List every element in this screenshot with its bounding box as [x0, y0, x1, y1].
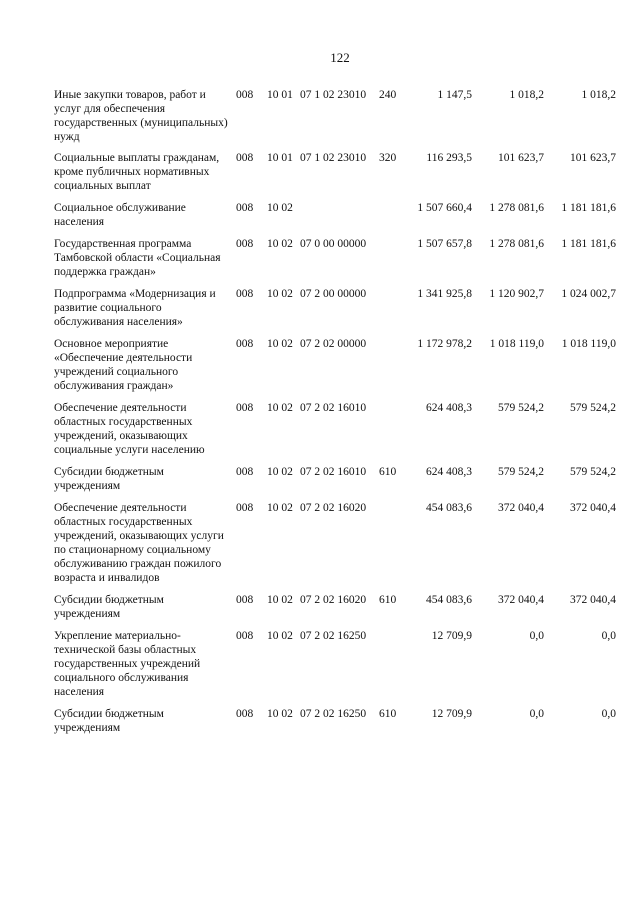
amount-year-3: 1 018 119,0 [561, 338, 616, 350]
row-name: Социальное обслуживание населения [54, 202, 186, 228]
target-article: 07 2 02 16020 [300, 502, 367, 514]
ministry-code: 008 [236, 402, 254, 414]
section-code: 10 02 [267, 708, 293, 720]
ministry-code: 008 [236, 288, 254, 300]
amount-year-1: 1 341 925,8 [417, 288, 472, 300]
section-code: 10 02 [267, 238, 293, 250]
section-code: 10 02 [267, 202, 293, 214]
expense-type: 320 [379, 152, 397, 164]
ministry-code: 008 [236, 238, 254, 250]
amount-year-1: 116 293,5 [426, 152, 472, 164]
amount-year-3: 101 623,7 [570, 152, 616, 164]
expense-type: 610 [379, 466, 397, 478]
amount-year-3: 1 018,2 [581, 89, 616, 101]
ministry-code: 008 [236, 630, 254, 642]
table-row [54, 593, 620, 621]
amount-year-3: 0,0 [601, 708, 616, 720]
ministry-code: 008 [236, 202, 254, 214]
amount-year-1: 1 507 660,4 [417, 202, 472, 214]
section-code: 10 02 [267, 288, 293, 300]
expense-type: 240 [379, 89, 397, 101]
table-row [54, 629, 620, 699]
ministry-code: 008 [236, 338, 254, 350]
amount-year-3: 372 040,4 [570, 594, 616, 606]
amount-year-2: 1 018 119,0 [489, 338, 544, 350]
table-row [54, 501, 620, 585]
amount-year-1: 624 408,3 [426, 466, 472, 478]
table-row [54, 337, 620, 393]
target-article: 07 2 00 00000 [300, 288, 367, 300]
row-name: Иные закупки товаров, работ и услуг для обеспечения государственных (муниципальных) нужд [54, 89, 228, 143]
amount-year-1: 1 147,5 [437, 89, 472, 101]
section-code: 10 01 [267, 152, 293, 164]
target-article: 07 1 02 23010 [300, 152, 367, 164]
amount-year-3: 579 524,2 [570, 466, 616, 478]
amount-year-3: 1 181 181,6 [561, 238, 616, 250]
budget-table [54, 88, 620, 735]
row-name: Основное мероприятие «Обеспечение деятельности учреждений социального обслуживания граждан» [54, 338, 193, 392]
ministry-code: 008 [236, 708, 254, 720]
table-row [54, 88, 620, 144]
amount-year-3: 0,0 [601, 630, 616, 642]
target-article: 07 1 02 23010 [300, 89, 367, 101]
amount-year-1: 1 507 657,8 [417, 238, 472, 250]
amount-year-3: 579 524,2 [570, 402, 616, 414]
ministry-code: 008 [236, 152, 254, 164]
target-article: 07 2 02 00000 [300, 338, 367, 350]
expense-type: 610 [379, 594, 397, 606]
section-code: 10 02 [267, 338, 293, 350]
page-number: 122 [330, 50, 350, 65]
amount-year-2: 0,0 [529, 708, 544, 720]
section-code: 10 02 [267, 630, 293, 642]
amount-year-2: 579 524,2 [498, 402, 544, 414]
section-code: 10 02 [267, 594, 293, 606]
amount-year-2: 1 278 081,6 [489, 202, 544, 214]
section-code: 10 02 [267, 466, 293, 478]
table-row [54, 151, 620, 193]
ministry-code: 008 [236, 502, 254, 514]
amount-year-3: 1 024 002,7 [561, 288, 616, 300]
target-article: 07 2 02 16020 [300, 594, 367, 606]
amount-year-1: 454 083,6 [426, 594, 472, 606]
row-name: Социальные выплаты гражданам, кроме публичных нормативных социальных выплат [54, 152, 220, 192]
amount-year-3: 1 181 181,6 [561, 202, 616, 214]
amount-year-2: 372 040,4 [498, 594, 544, 606]
amount-year-2: 1 120 902,7 [489, 288, 544, 300]
table-row [54, 287, 620, 329]
row-name: Подпрограмма «Модернизация и развитие социального обслуживания населения» [54, 288, 216, 328]
table-row [54, 201, 620, 229]
section-code: 10 01 [267, 89, 293, 101]
table-row [54, 465, 620, 493]
amount-year-2: 1 278 081,6 [489, 238, 544, 250]
amount-year-3: 372 040,4 [570, 502, 616, 514]
row-name: Обеспечение деятельности областных государственных учреждений, оказывающих социальные услуги населению [54, 402, 205, 456]
amount-year-2: 0,0 [529, 630, 544, 642]
ministry-code: 008 [236, 89, 254, 101]
row-name: Субсидии бюджетным учреждениям [54, 594, 164, 620]
target-article: 07 2 02 16250 [300, 630, 367, 642]
target-article: 07 0 00 00000 [300, 238, 367, 250]
amount-year-1: 1 172 978,2 [417, 338, 472, 350]
target-article: 07 2 02 16250 [300, 708, 367, 720]
row-name: Государственная программа Тамбовской области «Социальная поддержка граждан» [54, 238, 221, 278]
row-name: Субсидии бюджетным учреждениям [54, 466, 164, 492]
table-row [54, 401, 620, 457]
target-article: 07 2 02 16010 [300, 466, 367, 478]
table-row [54, 237, 620, 279]
amount-year-1: 624 408,3 [426, 402, 472, 414]
table-row [54, 707, 620, 735]
amount-year-1: 454 083,6 [426, 502, 472, 514]
amount-year-2: 1 018,2 [509, 89, 544, 101]
row-name: Укрепление материально-технической базы областных государственных учреждений социального обслуживания населения [54, 630, 201, 698]
target-article: 07 2 02 16010 [300, 402, 367, 414]
amount-year-2: 101 623,7 [498, 152, 544, 164]
amount-year-1: 12 709,9 [431, 708, 472, 720]
section-code: 10 02 [267, 402, 293, 414]
row-name: Субсидии бюджетным учреждениям [54, 708, 164, 734]
expense-type: 610 [379, 708, 397, 720]
ministry-code: 008 [236, 594, 254, 606]
amount-year-1: 12 709,9 [431, 630, 472, 642]
amount-year-2: 579 524,2 [498, 466, 544, 478]
amount-year-2: 372 040,4 [498, 502, 544, 514]
ministry-code: 008 [236, 466, 254, 478]
section-code: 10 02 [267, 502, 293, 514]
row-name: Обеспечение деятельности областных государственных учреждений, оказывающих услуги по стационарному социальному обслуживанию граждан пожилого возраста и инвалидов [54, 502, 224, 584]
